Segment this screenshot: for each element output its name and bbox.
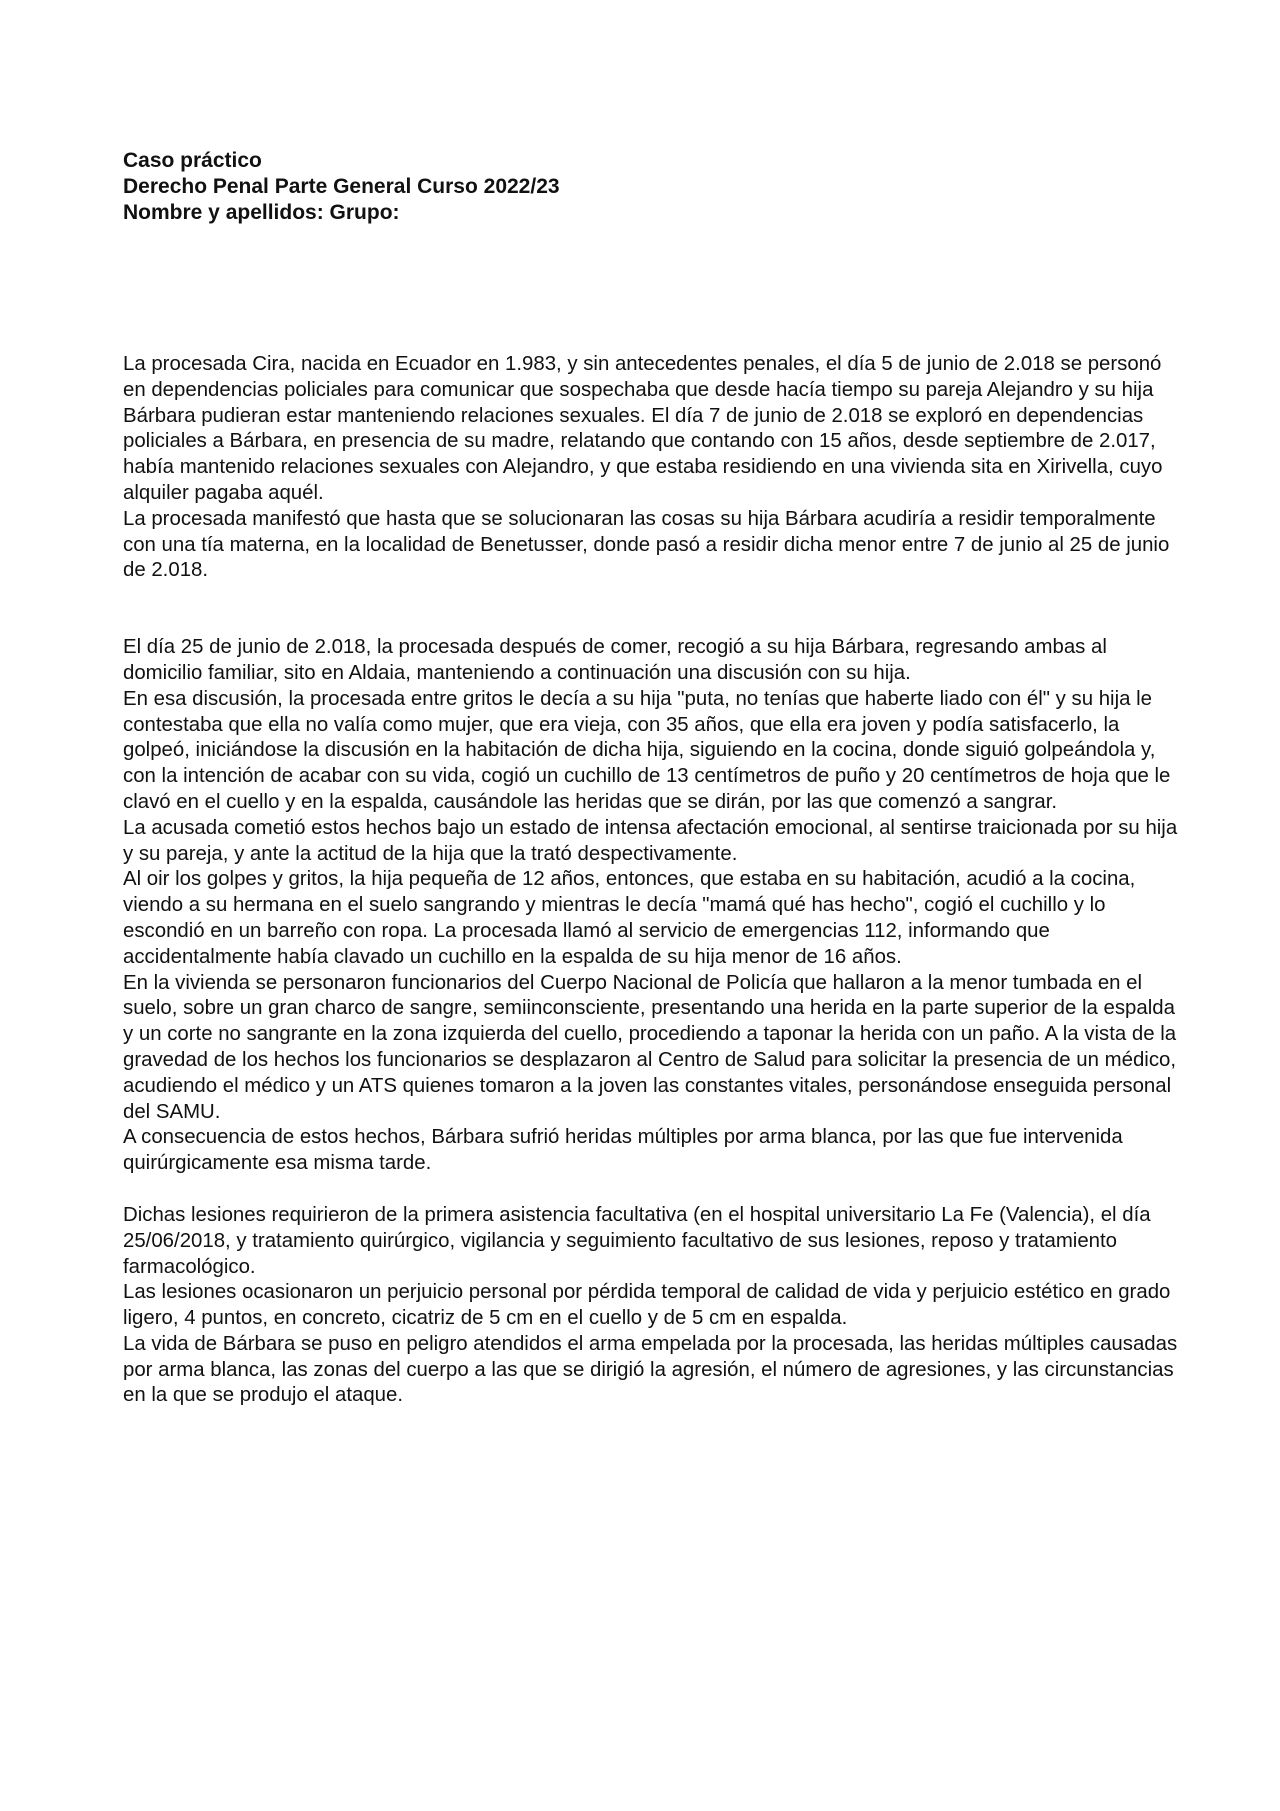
paragraph: La vida de Bárbara se puso en peligro atendidos el arma empelada por la procesada, las heridas múltiples causadas por arma blanca, las zonas del cuerpo a las que se dirigió la agresión, el número de agresiones, y las circunstancias en la que se produjo el ataque. — [123, 1332, 1178, 1407]
paragraph: La procesada manifestó que hasta que se solucionaran las cosas su hija Bárbara acudiría a residir temporalmente con una tía materna, en la localidad de Benetusser, donde pasó a residir dicha menor entre 7 de junio al 25 de junio de 2.018. — [123, 507, 1170, 582]
paragraph: La acusada cometió estos hechos bajo un estado de intensa afectación emocional, al sentirse traicionada por su hija y su pareja, y ante la actitud de la hija que la trató despectivamente. — [123, 816, 1178, 865]
paragraph: En esa discusión, la procesada entre gritos le decía a su hija "puta, no tenías que haberte liado con él" y su hija le contestaba que ella no valía como mujer, que era vieja, con 35 años, que ella era joven y podía satisfacerlo, la golpeó, iniciándose la discusión en la habitación de dicha hija, siguiendo en la cocina, donde siguió golpeándola y, con la intención de acabar con su vida, cogió un cuchillo de 13 centímetros de puño y 20 centímetros de hoja que le clavó en el cuello y en la espalda, causándole las heridas que se dirán, por las que comenzó a sangrar. — [123, 687, 1171, 813]
paragraph: El día 25 de junio de 2.018, la procesada después de comer, recogió a su hija Bárbara, regresando ambas al domicilio familiar, sito en Aldaia, manteniendo a continuación una discusión con su hija. — [123, 636, 1107, 684]
header-course: Derecho Penal Parte General Curso 2022/23 — [123, 175, 560, 198]
paragraph: Al oir los golpes y gritos, la hija pequeña de 12 años, entonces, que estaba en su habitación, acudió a la cocina, viendo a su hermana en el suelo sangrando y mientras le decía "mamá qué has hecho", cogió el cuchillo y lo escondió en un barreño con ropa. La procesada llamó al servicio de emergencias 112, informando que accidentalmente había clavado un cuchillo en la espalda de su hija menor de 16 años. — [123, 868, 1136, 968]
paragraph: En la vivienda se personaron funcionarios del Cuerpo Nacional de Policía que hallaron a la menor tumbada en el suelo, sobre un gran charco de sangre, semiinconsciente, presentando una herida en la parte superior de la espalda y un corte no sangrante en la zona izquierda del cuello, procediendo a taponar la herida con un paño. A la vista de la gravedad de los hechos los funcionarios se desplazaron al Centro de Salud para solicitar la presencia de un médico, acudiendo el médico y un ATS quienes tomaron a la joven las constantes vitales, personándose enseguida personal del SAMU. — [123, 971, 1177, 1123]
document-page — [123, 148, 1183, 1409]
paragraph: Las lesiones ocasionaron un perjuicio personal por pérdida temporal de calidad de vida y perjuicio estético en grado ligero, 4 puntos, en concreto, cicatriz de 5 cm en el cuello y de 5 cm en espalda. — [123, 1281, 1171, 1330]
paragraph: Dichas lesiones requirieron de la primera asistencia facultativa (en el hospital universitario La Fe (Valencia), el día 25/06/2018, y tratamiento quirúrgico, vigilancia y seguimiento facultativo de sus lesiones, reposo y tratamiento farmacológico. — [123, 1203, 1151, 1278]
header-title: Caso práctico — [123, 149, 262, 172]
document-header — [123, 148, 1183, 226]
paragraph-gap — [123, 1177, 1183, 1203]
paragraph: A consecuencia de estos hechos, Bárbara sufrió heridas múltiples por arma blanca, por las que fue intervenida quirúrgicamente esa misma tarde. — [123, 1126, 1123, 1175]
document-body — [123, 352, 1183, 1409]
paragraph-gap — [123, 584, 1183, 635]
header-student-fields: Nombre y apellidos: Grupo: — [123, 201, 400, 224]
paragraph: La procesada Cira, nacida en Ecuador en 1.983, y sin antecedentes penales, el día 5 de junio de 2.018 se personó en dependencias policiales para comunicar que sospechaba que desde hacía tiempo su pareja Alejandro y su hija Bárbara pudieran estar manteniendo relaciones sexuales. El día 7 de junio de 2.018 se exploró en dependencias policiales a Bárbara, en presencia de su madre, relatando que contando con 15 años, desde septiembre de 2.017, había mantenido relaciones sexuales con Alejandro, y que estaba residiendo en una vivienda sita en Xirivella, cuyo alquiler pagaba aquél. — [123, 353, 1163, 504]
